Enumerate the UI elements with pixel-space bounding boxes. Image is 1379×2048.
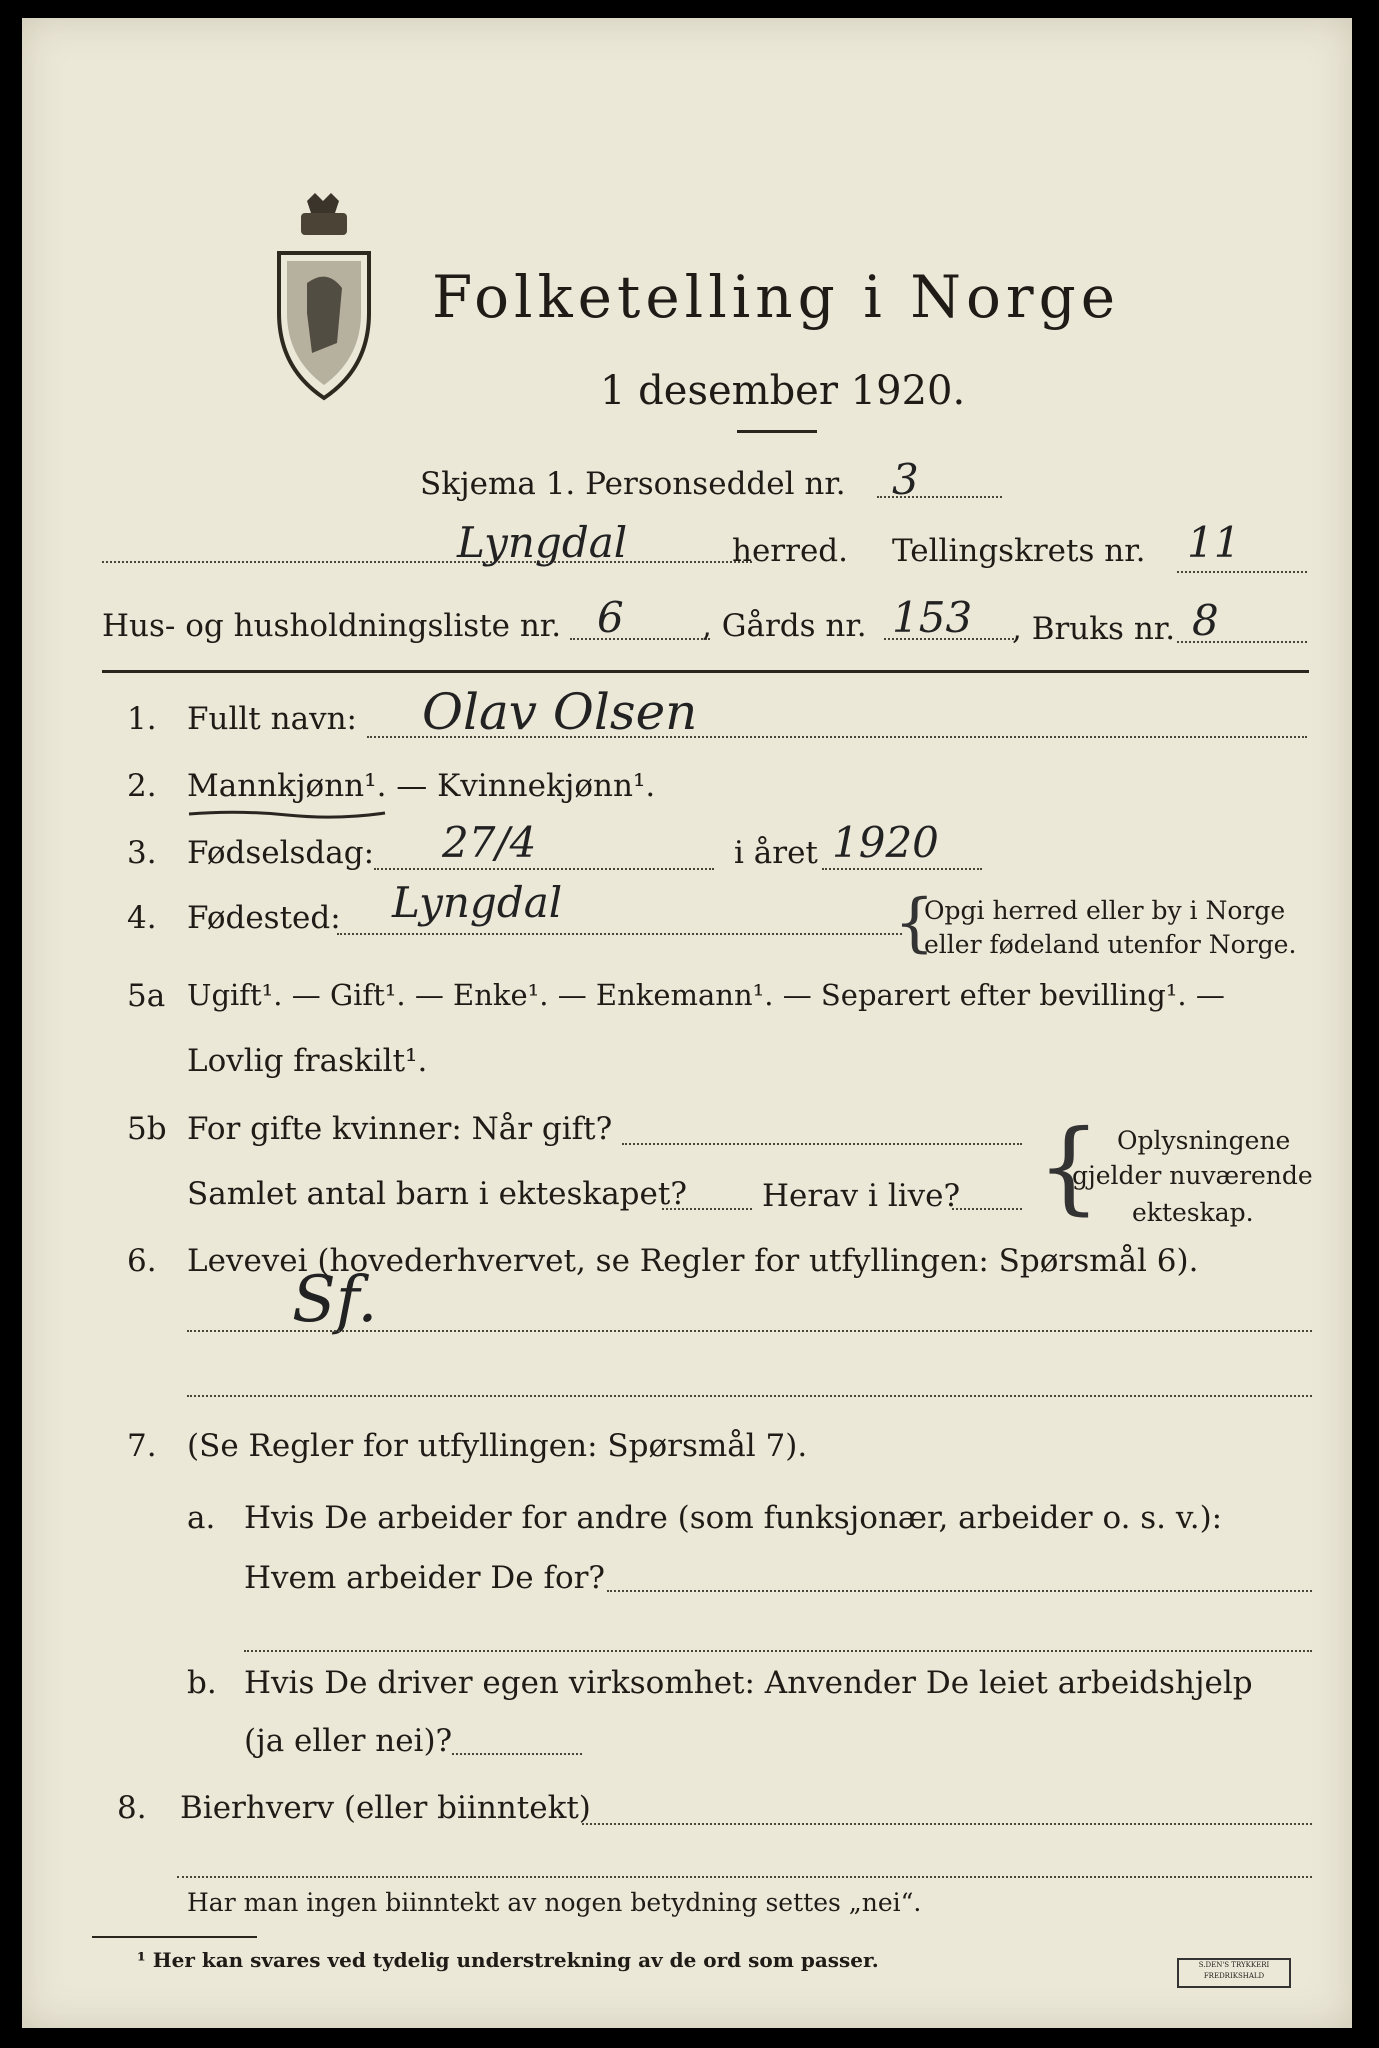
- q5b-note-3: ekteskap.: [1132, 1198, 1254, 1227]
- q3-value[interactable]: 27/4: [442, 818, 537, 867]
- q3-line: [374, 868, 714, 870]
- title-divider: [737, 430, 817, 433]
- q7b-line-2: (ja eller nei)?: [244, 1723, 453, 1759]
- q4-number: 4.: [127, 900, 157, 936]
- q5a-number: 5a: [127, 978, 166, 1014]
- q5a-line-1: Ugift¹. — Gift¹. — Enke¹. — Enkemann¹. — Separert efter bevilling¹. —: [187, 978, 1225, 1012]
- gards-value[interactable]: 153: [892, 593, 973, 642]
- gards-label: , Gårds nr.: [702, 608, 867, 644]
- personseddel-value[interactable]: 3: [892, 455, 919, 504]
- printer-stamp: S.DEN'S TRYKKERI FREDRIKSHALD: [1177, 1958, 1291, 1988]
- q3-label: Fødselsdag:: [187, 835, 375, 871]
- q6-line-1: [187, 1330, 1312, 1332]
- q7b-number: b.: [187, 1665, 217, 1701]
- q7a-line: [607, 1590, 1312, 1592]
- tellingskrets-label: Tellingskrets nr.: [892, 533, 1146, 569]
- skjema-label: Skjema 1. Personseddel nr.: [420, 466, 846, 502]
- q4-value[interactable]: Lyngdal: [392, 878, 563, 927]
- q5b-number: 5b: [127, 1111, 167, 1147]
- q2-underline-mark: [187, 808, 387, 820]
- q5b-children-label: Samlet antal barn i ekteskapet?: [187, 1176, 687, 1212]
- herred-line: [102, 561, 752, 563]
- q4-note-1: Opgi herred eller by i Norge: [924, 896, 1286, 925]
- q3-year-label: i året: [734, 835, 818, 871]
- q5b-brace: {: [1037, 1108, 1101, 1225]
- q6-value[interactable]: Sf.: [292, 1263, 378, 1337]
- q4-note-2: eller fødeland utenfor Norge.: [924, 930, 1297, 959]
- herred-label: herred.: [732, 533, 848, 569]
- q7-label: (Se Regler for utfyllingen: Spørsmål 7).: [187, 1428, 808, 1464]
- census-date: 1 desember 1920.: [600, 368, 966, 414]
- tellingskrets-value[interactable]: 11: [1187, 518, 1241, 567]
- herred-value[interactable]: Lyngdal: [457, 518, 628, 567]
- q7b-line: [452, 1753, 582, 1755]
- hus-label: Hus- og husholdningsliste nr.: [102, 608, 562, 644]
- q5b-note-1: Oplysningene: [1117, 1126, 1291, 1155]
- hus-line: [570, 638, 710, 640]
- q2-number: 2.: [127, 768, 157, 804]
- q7a-line-extra: [244, 1650, 1312, 1652]
- form-title: Folketelling i Norge: [432, 263, 1121, 331]
- hus-value[interactable]: 6: [597, 593, 624, 642]
- q3-number: 3.: [127, 835, 157, 871]
- q6-line-2: [187, 1395, 1312, 1397]
- q4-brace: {: [894, 886, 935, 960]
- q5b-children-line: [662, 1208, 752, 1210]
- q6-label: Levevei (hovederhvervet, se Regler for utfyllingen: Spørsmål 6).: [187, 1243, 1199, 1279]
- q5a-line-2: Lovlig fraskilt¹.: [187, 1043, 428, 1079]
- q8-number: 8.: [117, 1790, 147, 1826]
- q1-value[interactable]: Olav Olsen: [422, 683, 698, 741]
- q4-label: Fødested:: [187, 900, 341, 936]
- q7a-line-1: Hvis De arbeider for andre (som funksjonær, arbeider o. s. v.):: [244, 1500, 1223, 1536]
- q7a-number: a.: [187, 1500, 216, 1536]
- q5b-note-2: gjelder nuværende: [1072, 1161, 1313, 1190]
- census-form-page: [22, 18, 1352, 2028]
- q6-number: 6.: [127, 1243, 157, 1279]
- q8-note: Har man ingen biinntekt av nogen betydning settes „nei“.: [187, 1888, 922, 1917]
- bruks-value[interactable]: 8: [1192, 596, 1219, 645]
- q7-number: 7.: [127, 1428, 157, 1464]
- q3-year-line: [822, 868, 982, 870]
- q5b-line-1: For gifte kvinner: Når gift?: [187, 1111, 613, 1147]
- q5b-married-line: [622, 1143, 1022, 1145]
- header-rule: [102, 670, 1309, 673]
- q4-line: [337, 933, 902, 935]
- q1-number: 1.: [127, 701, 157, 737]
- footnote-rule: [92, 1936, 257, 1938]
- q2-label: Mannkjønn¹. — Kvinnekjønn¹.: [187, 768, 656, 804]
- q8-label: Bierhverv (eller biinntekt): [180, 1790, 591, 1826]
- q7b-line-1: Hvis De driver egen virksomhet: Anvender De leiet arbeidshjelp: [244, 1665, 1253, 1701]
- q1-label: Fullt navn:: [187, 701, 357, 737]
- q8-line-extra: [177, 1876, 1312, 1878]
- q3-year-value[interactable]: 1920: [832, 818, 939, 867]
- tellingskrets-line: [1177, 571, 1307, 573]
- coat-of-arms-icon: [267, 193, 382, 403]
- bruks-label: , Bruks nr.: [1012, 611, 1176, 647]
- q5b-alive-label: Herav i live?: [762, 1178, 961, 1214]
- footnote: ¹ Her kan svares ved tydelig understrekning av de ord som passer.: [137, 1948, 879, 1972]
- q5b-alive-line: [952, 1208, 1022, 1210]
- q7a-line-2: Hvem arbeider De for?: [244, 1560, 606, 1596]
- q8-line: [582, 1823, 1312, 1825]
